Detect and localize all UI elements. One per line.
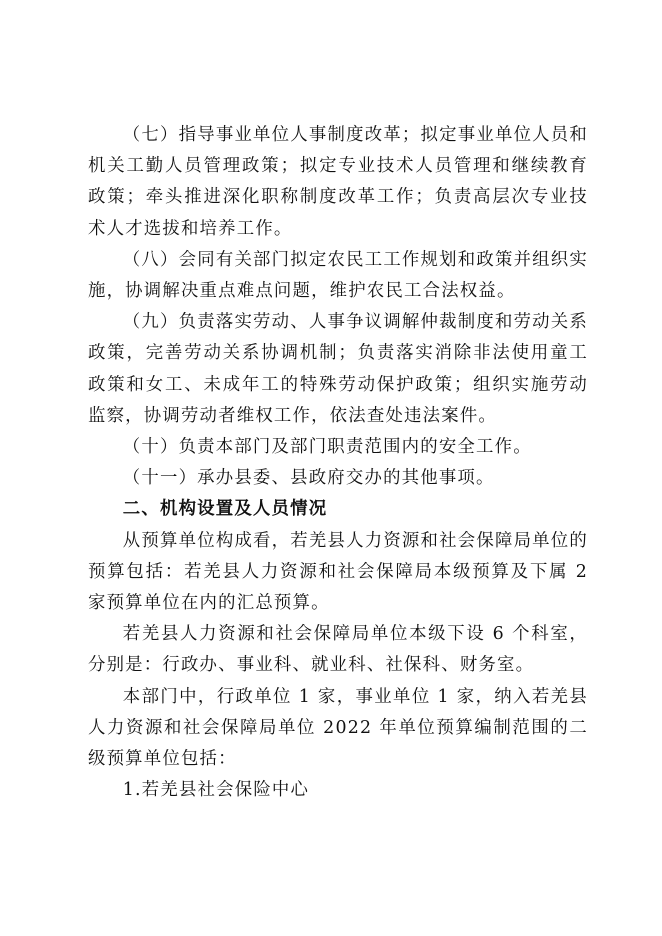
paragraph-item-7: （七）指导事业单位人事制度改革；拟定事业单位人员和机关工勤人员管理政策；拟定专业技术人员管理和继续教育政策；牵头推进深化职称制度改革工作；负责高层次专业技术人才选拔和培养工作。	[88, 125, 588, 239]
paragraph-item-8: （八）会同有关部门拟定农民工工作规划和政策并组织实施，协调解决重点难点问题，维护农民工合法权益。	[88, 249, 588, 302]
paragraph-item-10: （十）负责本部门及部门职责范围内的安全工作。	[122, 437, 532, 458]
departments-paragraph: 若羌县人力资源和社会保障局单位本级下设 6 个科室，分别是：行政办、事业科、就业科、社保科、财务室。	[88, 624, 588, 676]
list-item: 1.若羌县社会保险中心	[122, 780, 310, 801]
paragraph-item-9: （九）负责落实劳动、人事争议调解仲裁制度和劳动关系政策，完善劳动关系协调机制；负责落实消除非法使用童工政策和女工、未成年工的特殊劳动保护政策；组织实施劳动监察，协调劳动者维权工作，依法查处违法案件。	[88, 312, 588, 426]
paragraph-item-11: （十一）承办县委、县政府交办的其他事项。	[122, 468, 495, 489]
units-paragraph: 本部门中，行政单位 1 家，事业单位 1 家，纳入若羌县人力资源和社会保障局单位 2022 年单位预算编制范围的二级预算单位包括：	[88, 686, 588, 770]
budget-composition-paragraph: 从预算单位构成看，若羌县人力资源和社会保障局单位的预算包括：若羌县人力资源和社会保障局本级预算及下属 2 家预算单位在内的汇总预算。	[88, 530, 588, 614]
section-heading: 二、机构设置及人员情况	[122, 499, 328, 520]
document-body	[88, 120, 588, 806]
